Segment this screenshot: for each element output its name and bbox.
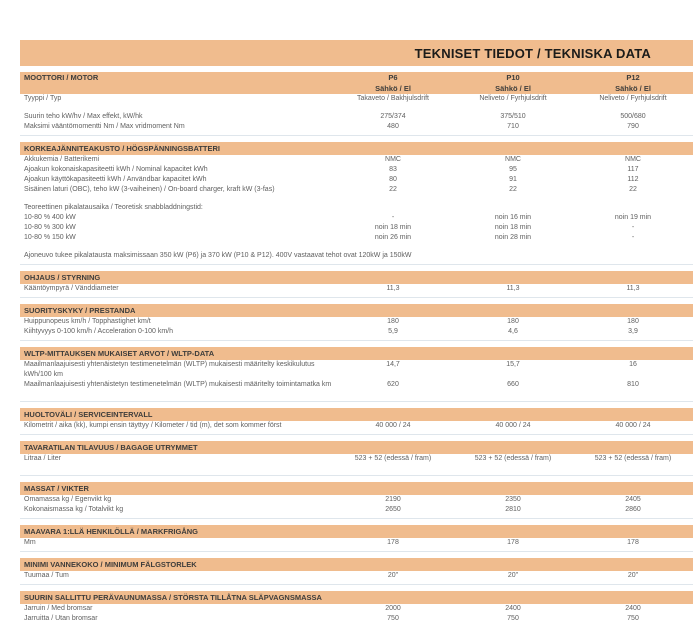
cell-value: 2350 bbox=[505, 496, 521, 503]
table-row bbox=[20, 185, 693, 195]
cell-value: 3,9 bbox=[628, 328, 638, 335]
table-row bbox=[20, 454, 693, 464]
section-separator bbox=[20, 584, 693, 585]
row-label: Maailmanlaajuisesti yhtenäistetyn testimenetelmän (WLTP) mukaisesti määritelty keskikulutus kWh/100 km bbox=[24, 361, 315, 378]
cell-value: 95 bbox=[509, 166, 517, 173]
cell-value: 40 000 / 24 bbox=[375, 422, 411, 429]
cell-value: 112 bbox=[627, 176, 639, 183]
row-spacer bbox=[20, 243, 693, 251]
row-label: Mm bbox=[24, 539, 36, 546]
cell-value: 750 bbox=[627, 615, 639, 622]
section-title: MOOTTORI / MOTOR bbox=[24, 73, 99, 82]
section-header: MINIMI VANNEKOKO / MINIMUM FÄLGSTORLEK bbox=[20, 558, 693, 571]
section-separator bbox=[20, 475, 693, 476]
row-spacer bbox=[20, 464, 693, 472]
section-separator bbox=[20, 297, 693, 298]
cell-value: 22 bbox=[509, 186, 517, 193]
row-label: Ajoakun käyttökapasiteetti kWh / Användbar kapacitet kWh bbox=[24, 176, 207, 183]
section-header: KORKEAJÄNNITEAKUSTO / HÖGSPÄNNINGSBATTERI bbox=[20, 142, 693, 155]
cell-value: 16 bbox=[629, 361, 637, 368]
column-subtitle: Sähkö / El bbox=[495, 84, 531, 93]
section-separator bbox=[20, 135, 693, 136]
section-header: SUURIN SALLITTU PERÄVAUNUMASSA / STÖRSTA TILLÅTNA SLÄPVAGNSMASSA bbox=[20, 591, 693, 604]
cell-value: NMC bbox=[625, 156, 641, 163]
cell-value: NMC bbox=[385, 156, 401, 163]
cell-value: 4,6 bbox=[508, 328, 518, 335]
section-separator bbox=[20, 401, 693, 402]
section-header: WLTP-MITTAUKSEN MUKAISET ARVOT / WLTP-DATA bbox=[20, 347, 693, 360]
spec-section bbox=[20, 72, 693, 132]
cell-value: 2405 bbox=[625, 496, 641, 503]
row-spacer bbox=[20, 104, 693, 112]
note-row: Ajoneuvo tukee pikalatausta maksimissaan 350 kW (P6) ja 370 kW (P10 & P12). 400V vastaavat tehot ovat 120kW ja 150kW bbox=[24, 252, 412, 259]
spec-section bbox=[20, 271, 693, 294]
cell-value: 750 bbox=[387, 615, 399, 622]
row-spacer bbox=[20, 390, 693, 398]
table-row bbox=[20, 284, 693, 294]
row-label: 10-80 % 400 kW bbox=[24, 214, 76, 221]
cell-value: 523 + 52 (edessä / fram) bbox=[354, 455, 432, 462]
section-header: MAAVARA 1:LLÄ HENKILÖLLÄ / MARKFRIGÅNG bbox=[20, 525, 693, 538]
section-header: TAVARATILAN TILAVUUS / BAGAGE UTRYMMET bbox=[20, 441, 693, 454]
cell-value: 40 000 / 24 bbox=[615, 422, 651, 429]
row-label: Tuumaa / Tum bbox=[24, 572, 69, 579]
section-separator bbox=[20, 551, 693, 552]
cell-value bbox=[453, 203, 573, 213]
column-header: P10 bbox=[506, 73, 520, 82]
cell-value: 480 bbox=[387, 123, 399, 130]
cell-value bbox=[573, 203, 693, 213]
cell-value: 2810 bbox=[505, 506, 521, 513]
row-label: Litraa / Liter bbox=[24, 455, 61, 462]
cell-value: 117 bbox=[627, 166, 639, 173]
spec-section bbox=[20, 591, 693, 624]
cell-value: 11,3 bbox=[506, 285, 520, 292]
cell-value: 810 bbox=[627, 381, 639, 388]
spec-section bbox=[20, 482, 693, 515]
row-label: Tyyppi / Typ bbox=[24, 95, 62, 102]
cell-value: noin 26 min bbox=[374, 234, 412, 241]
spec-section bbox=[20, 347, 693, 398]
cell-value: 375/510 bbox=[500, 113, 526, 120]
section-separator bbox=[20, 340, 693, 341]
table-row bbox=[20, 571, 693, 581]
cell-value: 180 bbox=[387, 318, 399, 325]
table-row bbox=[20, 317, 693, 327]
cell-value: Neliveto / Fyrhjulsdrift bbox=[479, 95, 547, 102]
cell-value: Neliveto / Fyrhjulsdrift bbox=[599, 95, 667, 102]
spec-section bbox=[20, 142, 693, 261]
cell-value: 178 bbox=[507, 539, 519, 546]
cell-value bbox=[333, 203, 453, 213]
cell-value: noin 28 min bbox=[494, 234, 532, 241]
section-separator bbox=[20, 434, 693, 435]
cell-value: 20" bbox=[507, 572, 519, 579]
column-header-spacer bbox=[20, 83, 333, 94]
cell-value: noin 16 min bbox=[494, 214, 532, 221]
table-row bbox=[20, 165, 693, 175]
cell-value: 2400 bbox=[505, 605, 521, 612]
cell-value: 15,7 bbox=[506, 361, 520, 368]
table-row bbox=[20, 233, 693, 243]
cell-value: - bbox=[631, 224, 635, 231]
table-row bbox=[20, 155, 693, 165]
row-label: Omamassa kg / Egenvikt kg bbox=[24, 496, 112, 503]
table-row bbox=[20, 614, 693, 624]
cell-value: 83 bbox=[389, 166, 397, 173]
cell-value: 11,3 bbox=[386, 285, 400, 292]
cell-value: 180 bbox=[627, 318, 639, 325]
cell-value: 20" bbox=[627, 572, 639, 579]
cell-value: - bbox=[391, 214, 395, 221]
row-label: Maailmanlaajuisesti yhtenäistetyn testimenetelmän (WLTP) mukaisesti määritelty toimintamatka km bbox=[24, 381, 332, 388]
row-label: Maksimi vääntömomentti Nm / Max vridmoment Nm bbox=[24, 123, 185, 130]
cell-value: 660 bbox=[507, 381, 519, 388]
cell-value: NMC bbox=[505, 156, 521, 163]
row-label: Huippunopeus km/h / Topphastighet km/t bbox=[24, 318, 151, 325]
cell-value: 91 bbox=[509, 176, 517, 183]
spec-table bbox=[20, 72, 693, 624]
row-label: Ajoakun kokonaiskapasiteetti kWh / Nominal kapacitet kWh bbox=[24, 166, 208, 173]
table-row bbox=[20, 327, 693, 337]
section-header-with-columns bbox=[20, 72, 693, 94]
table-row bbox=[20, 505, 693, 515]
title-banner bbox=[20, 40, 693, 66]
column-subtitle: Sähkö / El bbox=[615, 84, 651, 93]
row-label: Teoreettinen pikalatausaika / Teoretisk snabbladdningstid: bbox=[24, 204, 203, 211]
row-label: Jarruitta / Utan bromsar bbox=[24, 615, 98, 622]
column-header: P12 bbox=[626, 73, 640, 82]
cell-value: 22 bbox=[389, 186, 397, 193]
spec-section bbox=[20, 408, 693, 431]
cell-value: 80 bbox=[389, 176, 397, 183]
column-subtitle: Sähkö / El bbox=[375, 84, 411, 93]
cell-value: Takaveto / Bakhjulsdrift bbox=[357, 95, 429, 102]
cell-value: 40 000 / 24 bbox=[495, 422, 531, 429]
cell-value: 180 bbox=[507, 318, 519, 325]
section-header: MASSAT / VIKTER bbox=[20, 482, 693, 495]
cell-value: noin 19 min bbox=[614, 214, 652, 221]
column-header: P6 bbox=[388, 73, 398, 82]
table-row bbox=[20, 223, 693, 233]
spec-section bbox=[20, 525, 693, 548]
table-row bbox=[20, 604, 693, 614]
row-label: Kääntöympyrä / Vänddiameter bbox=[24, 285, 119, 292]
cell-value: 523 + 52 (edessä / fram) bbox=[474, 455, 552, 462]
table-row bbox=[20, 112, 693, 122]
row-label: Jarruin / Med bromsar bbox=[24, 605, 93, 612]
cell-value: 22 bbox=[629, 186, 637, 193]
cell-value: 2860 bbox=[625, 506, 641, 513]
section-separator bbox=[20, 264, 693, 265]
section-separator bbox=[20, 518, 693, 519]
spec-section bbox=[20, 558, 693, 581]
row-label: Kilometrit / aika (kk), kumpi ensin täyttyy / Kilometer / tid (m), det som kommer först bbox=[24, 422, 282, 429]
table-row bbox=[20, 122, 693, 132]
table-row bbox=[20, 203, 693, 213]
cell-value: 2650 bbox=[385, 506, 401, 513]
cell-value: 710 bbox=[507, 123, 519, 130]
table-row bbox=[20, 538, 693, 548]
row-label: Suurin teho kW/hv / Max effekt, kW/hk bbox=[24, 113, 143, 120]
cell-value: noin 18 min bbox=[494, 224, 532, 231]
cell-value: 2400 bbox=[625, 605, 641, 612]
cell-value: 14,7 bbox=[386, 361, 400, 368]
spec-section bbox=[20, 441, 693, 472]
row-label: Akkukemia / Batterikemi bbox=[24, 156, 100, 163]
cell-value: 523 + 52 (edessä / fram) bbox=[594, 455, 672, 462]
table-row bbox=[20, 175, 693, 185]
row-label: 10-80 % 150 kW bbox=[24, 234, 76, 241]
table-row bbox=[20, 360, 693, 380]
page-title: TEKNISET TIEDOT / TEKNISKA DATA bbox=[414, 45, 651, 61]
row-label: Kokonaismassa kg / Totalvikt kg bbox=[24, 506, 124, 513]
cell-value: 11,3 bbox=[626, 285, 640, 292]
section-header: OHJAUS / STYRNING bbox=[20, 271, 693, 284]
table-row bbox=[20, 421, 693, 431]
row-label: 10-80 % 300 kW bbox=[24, 224, 76, 231]
cell-value: 20" bbox=[387, 572, 399, 579]
cell-value: 5,9 bbox=[388, 328, 398, 335]
section-header: SUORITYSKYKY / PRESTANDA bbox=[20, 304, 693, 317]
cell-value: 500/680 bbox=[620, 113, 646, 120]
cell-value: - bbox=[631, 234, 635, 241]
cell-value: 178 bbox=[387, 539, 399, 546]
cell-value: 750 bbox=[507, 615, 519, 622]
cell-value: 275/374 bbox=[380, 113, 406, 120]
spec-section bbox=[20, 304, 693, 337]
section-header: HUOLTOVÄLI / SERVICEINTERVALL bbox=[20, 408, 693, 421]
cell-value: 2000 bbox=[385, 605, 401, 612]
cell-value: 790 bbox=[627, 123, 639, 130]
row-label: Sisäinen laturi (OBC), teho kW (3-vaiheinen) / On-board charger, kraft kW (3-fas) bbox=[24, 186, 275, 193]
cell-value: noin 18 min bbox=[374, 224, 412, 231]
table-row bbox=[20, 380, 693, 390]
row-label: Kiihtyvyys 0-100 km/h / Acceleration 0-100 km/h bbox=[24, 328, 174, 335]
spec-table-area bbox=[20, 40, 693, 624]
cell-value: 2190 bbox=[385, 496, 401, 503]
row-spacer bbox=[20, 195, 693, 203]
table-row bbox=[20, 213, 693, 223]
cell-value: 620 bbox=[387, 381, 399, 388]
cell-value: 178 bbox=[627, 539, 639, 546]
table-row bbox=[20, 94, 693, 104]
table-row bbox=[20, 495, 693, 505]
